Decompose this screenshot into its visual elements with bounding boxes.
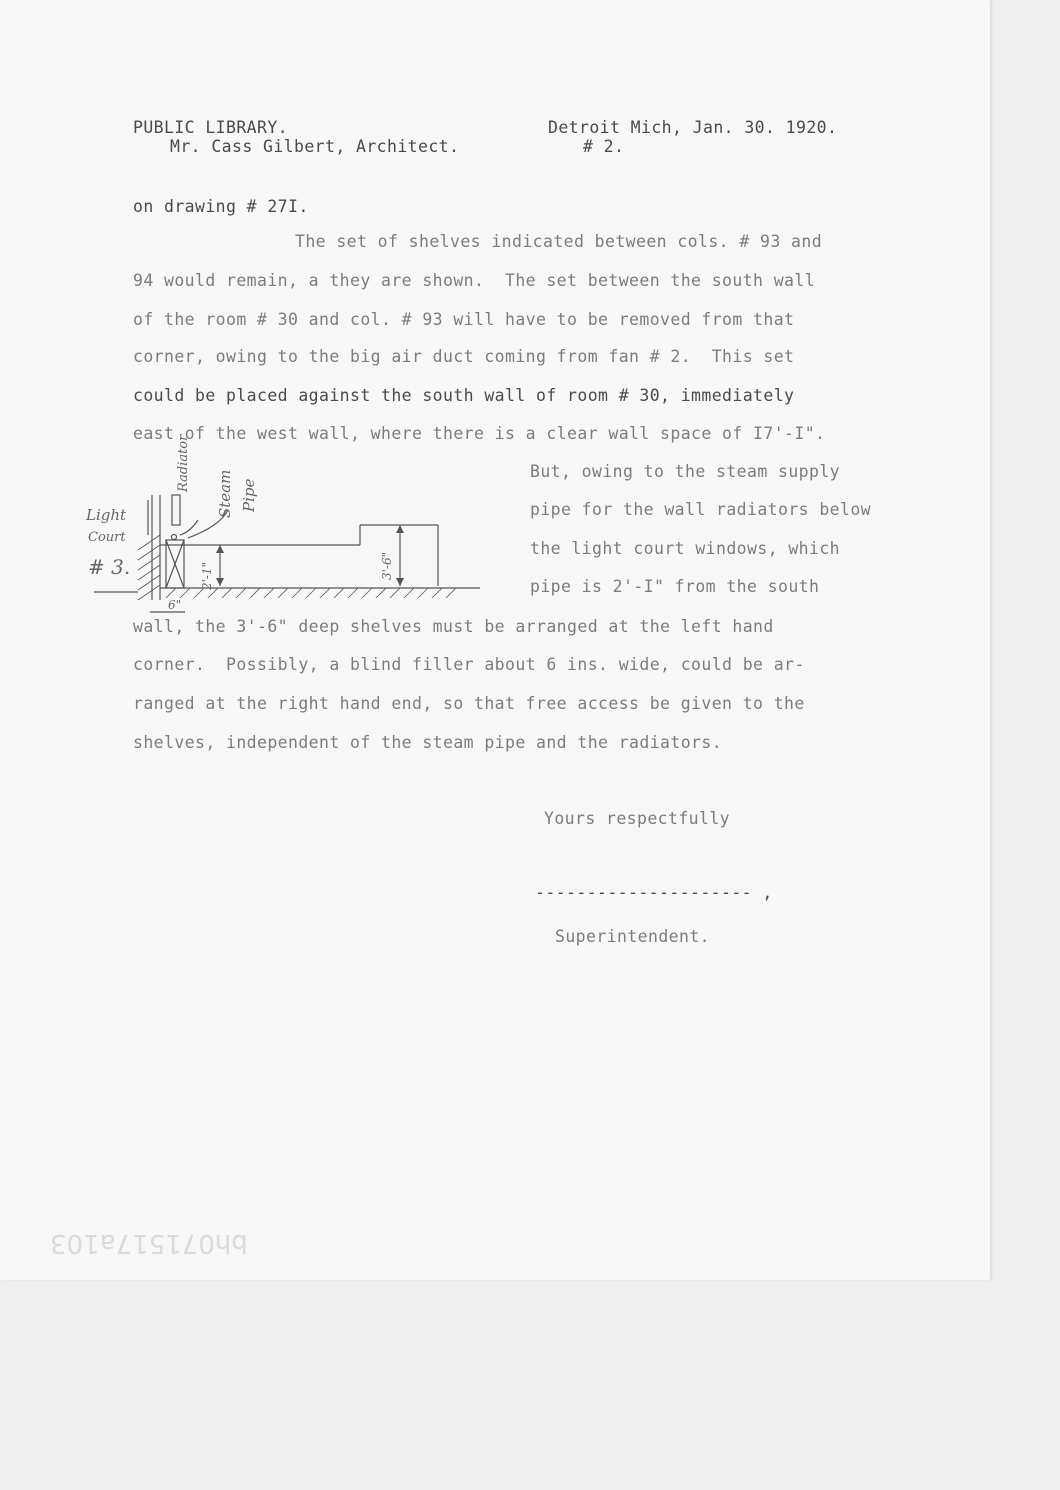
sketch-label-radiator: Radiator <box>176 434 191 492</box>
sketch-label-number: # 3. <box>88 555 131 579</box>
signature-line: --------------------- , <box>535 883 773 902</box>
sketch-label-court: Court <box>88 530 126 545</box>
sketch-label-steam: Steam <box>216 469 234 518</box>
body-line-4: of the room # 30 and col. # 93 will have to be removed from that <box>133 310 795 329</box>
sketch-dim-6: 6" <box>168 598 182 612</box>
body-line-6: could be placed against the south wall of room # 30, immediately <box>133 386 795 405</box>
body-line-7: east of the west wall, where there is a clear wall space of I7'-I". <box>133 424 826 443</box>
body-line-11: pipe is 2'-I" from the south <box>530 577 820 596</box>
body-line-13: corner. Possibly, a blind filler about 6 ins. wide, could be ar- <box>133 655 805 674</box>
body-line-14: ranged at the right hand end, so that free access be given to the <box>133 694 805 713</box>
body-line-3: 94 would remain, a they are shown. The set between the south wall <box>133 271 816 290</box>
header-library: PUBLIC LIBRARY. <box>133 118 289 137</box>
body-line-5: corner, owing to the big air duct coming from fan # 2. This set <box>133 347 795 366</box>
body-line-9: pipe for the wall radiators below <box>530 500 872 519</box>
archive-stamp: bh071517a103 <box>50 1228 248 1258</box>
body-line-10: the light court windows, which <box>530 539 841 558</box>
sketch-label-pipe: Pipe <box>240 478 258 512</box>
body-line-1: on drawing # 27I. <box>133 197 309 216</box>
header-date: Detroit Mich, Jan. 30. 1920. <box>548 118 838 137</box>
shelf-sketch <box>80 440 500 640</box>
closing: Yours respectfully <box>544 809 731 828</box>
body-line-12: wall, the 3'-6" deep shelves must be arranged at the left hand <box>133 617 774 636</box>
sketch-dim-3-6: 3'-6" <box>380 551 394 580</box>
body-line-15: shelves, independent of the steam pipe and the radiators. <box>133 733 723 752</box>
signature-title: Superintendent. <box>555 927 711 946</box>
header-page-number: # 2. <box>583 137 625 156</box>
sketch-dim-2-1: 2'-1" <box>200 561 214 590</box>
header-recipient: Mr. Cass Gilbert, Architect. <box>170 137 460 156</box>
body-line-8: But, owing to the steam supply <box>530 462 841 481</box>
body-line-2: The set of shelves indicated between cols. # 93 and <box>295 232 823 251</box>
sketch-label-light: Light <box>86 506 127 524</box>
